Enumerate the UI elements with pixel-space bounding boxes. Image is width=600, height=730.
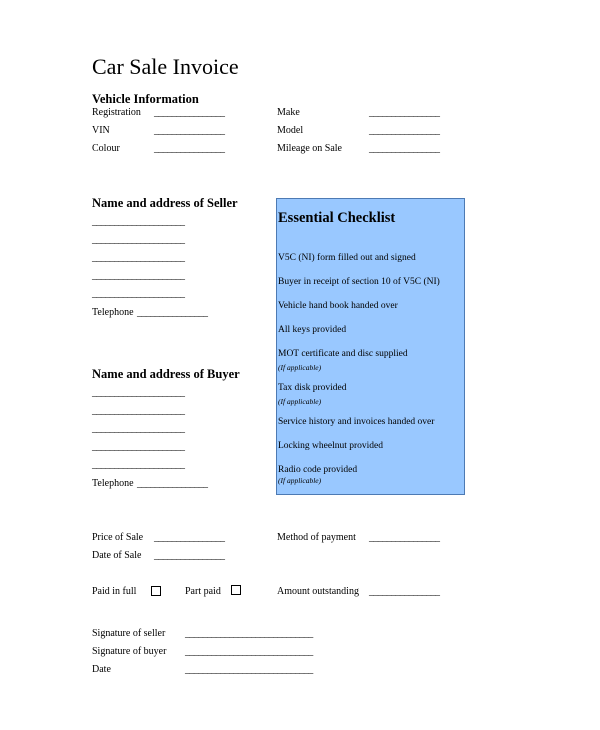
buyer-telephone-field[interactable]: ________________ bbox=[137, 478, 208, 489]
buyer-signature-label: Signature of buyer bbox=[92, 646, 167, 657]
seller-address-line[interactable]: _____________________ bbox=[92, 270, 185, 281]
payment-method-label: Method of payment bbox=[277, 532, 356, 543]
buyer-address-line[interactable]: _____________________ bbox=[92, 441, 185, 452]
mileage-label: Mileage on Sale bbox=[277, 143, 342, 154]
buyer-address-line[interactable]: _____________________ bbox=[92, 405, 185, 416]
checklist-item: Tax disk provided bbox=[278, 383, 347, 393]
model-field[interactable]: ________________ bbox=[369, 125, 440, 136]
part-paid-checkbox[interactable] bbox=[231, 585, 241, 595]
colour-label: Colour bbox=[92, 143, 120, 154]
checklist-item: Radio code provided bbox=[278, 465, 358, 475]
colour-field[interactable]: ________________ bbox=[154, 143, 225, 154]
checklist-item: MOT certificate and disc supplied bbox=[278, 349, 408, 359]
essential-checklist bbox=[276, 198, 465, 495]
registration-label: Registration bbox=[92, 107, 141, 118]
checklist-item: Buyer in receipt of section 10 of V5C (NI) bbox=[278, 277, 440, 287]
paid-in-full-label: Paid in full bbox=[92, 586, 137, 597]
amount-outstanding-field[interactable]: ________________ bbox=[369, 586, 440, 597]
seller-address-line[interactable]: _____________________ bbox=[92, 234, 185, 245]
vehicle-heading: Vehicle Information bbox=[92, 92, 199, 106]
price-field[interactable]: ________________ bbox=[154, 532, 225, 543]
checklist-note: (If applicable) bbox=[278, 397, 322, 406]
seller-address-line[interactable]: _____________________ bbox=[92, 216, 185, 227]
date-label: Date bbox=[92, 664, 111, 675]
seller-signature-label: Signature of seller bbox=[92, 628, 166, 639]
seller-heading: Name and address of Seller bbox=[92, 196, 238, 210]
page-title: Car Sale Invoice bbox=[92, 54, 239, 79]
make-label: Make bbox=[277, 107, 300, 118]
buyer-address-line[interactable]: _____________________ bbox=[92, 387, 185, 398]
vin-field[interactable]: ________________ bbox=[154, 125, 225, 136]
checklist-title: Essential Checklist bbox=[278, 210, 396, 226]
checklist-item: V5C (NI) form filled out and signed bbox=[278, 253, 416, 263]
buyer-signature-field[interactable]: _____________________________ bbox=[185, 646, 313, 657]
registration-field[interactable]: ________________ bbox=[154, 107, 225, 118]
buyer-address-line[interactable]: _____________________ bbox=[92, 459, 185, 470]
make-field[interactable]: ________________ bbox=[369, 107, 440, 118]
checklist-item: Service history and invoices handed over bbox=[278, 417, 435, 427]
date-of-sale-label: Date of Sale bbox=[92, 550, 142, 561]
price-label: Price of Sale bbox=[92, 532, 144, 543]
seller-address-line[interactable]: _____________________ bbox=[92, 252, 185, 263]
buyer-address-line[interactable]: _____________________ bbox=[92, 423, 185, 434]
buyer-telephone-label: Telephone bbox=[92, 478, 134, 489]
payment-method-field[interactable]: ________________ bbox=[369, 532, 440, 543]
seller-telephone-field[interactable]: ________________ bbox=[137, 307, 208, 318]
mileage-field[interactable]: ________________ bbox=[369, 143, 440, 154]
buyer-heading: Name and address of Buyer bbox=[92, 367, 240, 381]
amount-outstanding-label: Amount outstanding bbox=[277, 586, 359, 597]
checklist-note: (If applicable) bbox=[278, 363, 322, 372]
checklist-note: (If applicable) bbox=[278, 476, 322, 485]
date-of-sale-field[interactable]: ________________ bbox=[154, 550, 225, 561]
paid-in-full-checkbox[interactable] bbox=[151, 586, 161, 596]
date-field[interactable]: _____________________________ bbox=[185, 664, 313, 675]
model-label: Model bbox=[277, 125, 304, 136]
seller-signature-field[interactable]: _____________________________ bbox=[185, 628, 313, 639]
part-paid-label: Part paid bbox=[185, 586, 221, 597]
seller-address-line[interactable]: _____________________ bbox=[92, 288, 185, 299]
seller-telephone-label: Telephone bbox=[92, 307, 134, 318]
checklist-item: Vehicle hand book handed over bbox=[278, 301, 398, 311]
vin-label: VIN bbox=[92, 125, 110, 136]
checklist-item: Locking wheelnut provided bbox=[278, 441, 384, 451]
checklist-item: All keys provided bbox=[278, 325, 347, 335]
